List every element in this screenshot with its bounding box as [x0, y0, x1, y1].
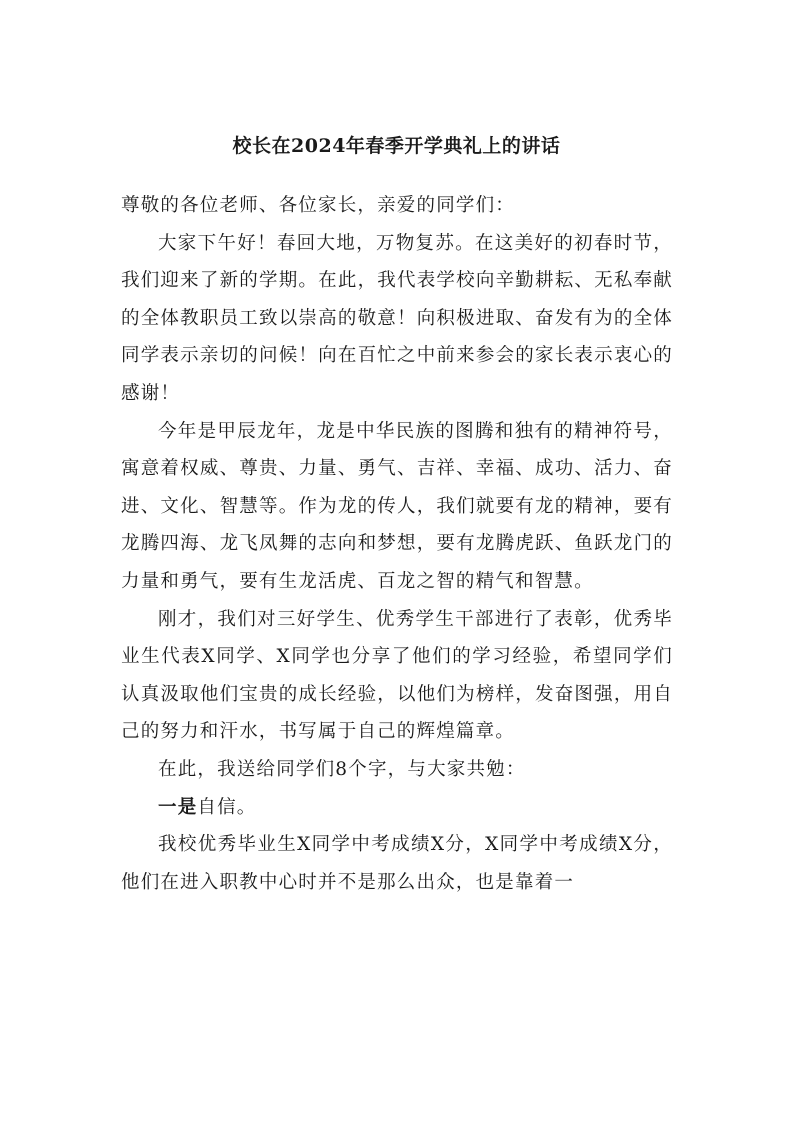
salutation: 尊敬的各位老师、各位家长，亲爱的同学们：: [121, 195, 516, 216]
paragraph-eight-words: 在此，我送给同学们8个字，与大家共勉：: [158, 758, 526, 780]
document-title: 校长在2024年春季开学典礼上的讲话: [232, 135, 561, 157]
document-body: [121, 187, 673, 901]
paragraph-commendation: 刚才，我们对三好学生、优秀学生干部进行了表彰，优秀毕业生代表X同学、X同学也分享了他们的学习经验，希望同学们认真汲取他们宝贵的成长经验，以他们为榜样，发奋图强，用自己的努力和汗水，书写属于自己的辉煌篇章。: [121, 608, 673, 743]
paragraph-graduates: 我校优秀毕业生X同学中考成绩X分，X同学中考成绩X分，他们在进入职教中心时并不是那么出众，也是靠着一: [121, 834, 673, 893]
point-one-label: 一是: [158, 796, 198, 818]
paragraph-dragon-year: 今年是甲辰龙年，龙是中华民族的图腾和独有的精神符号，寓意着权威、尊贵、力量、勇气、吉祥、幸福、成功、活力、奋进、文化、智慧等。作为龙的传人，我们就要有龙的精神，要有龙腾四海、龙飞凤舞的志向和梦想，要有龙腾虎跃、鱼跃龙门的力量和勇气，要有生龙活虎、百龙之智的精气和智慧。: [121, 420, 673, 592]
point-one: [121, 789, 673, 827]
point-one-text: 自信。: [197, 796, 257, 818]
paragraph-greeting: 大家下午好！春回大地，万物复苏。在这美好的初春时节，我们迎来了新的学期。在此，我代表学校向辛勤耕耘、无私奉献的全体教职员工致以崇高的敬意！向积极进取、奋发有为的全体同学表示亲切的问候！向在百忙之中前来参会的家长表示衷心的感谢！: [121, 232, 673, 404]
